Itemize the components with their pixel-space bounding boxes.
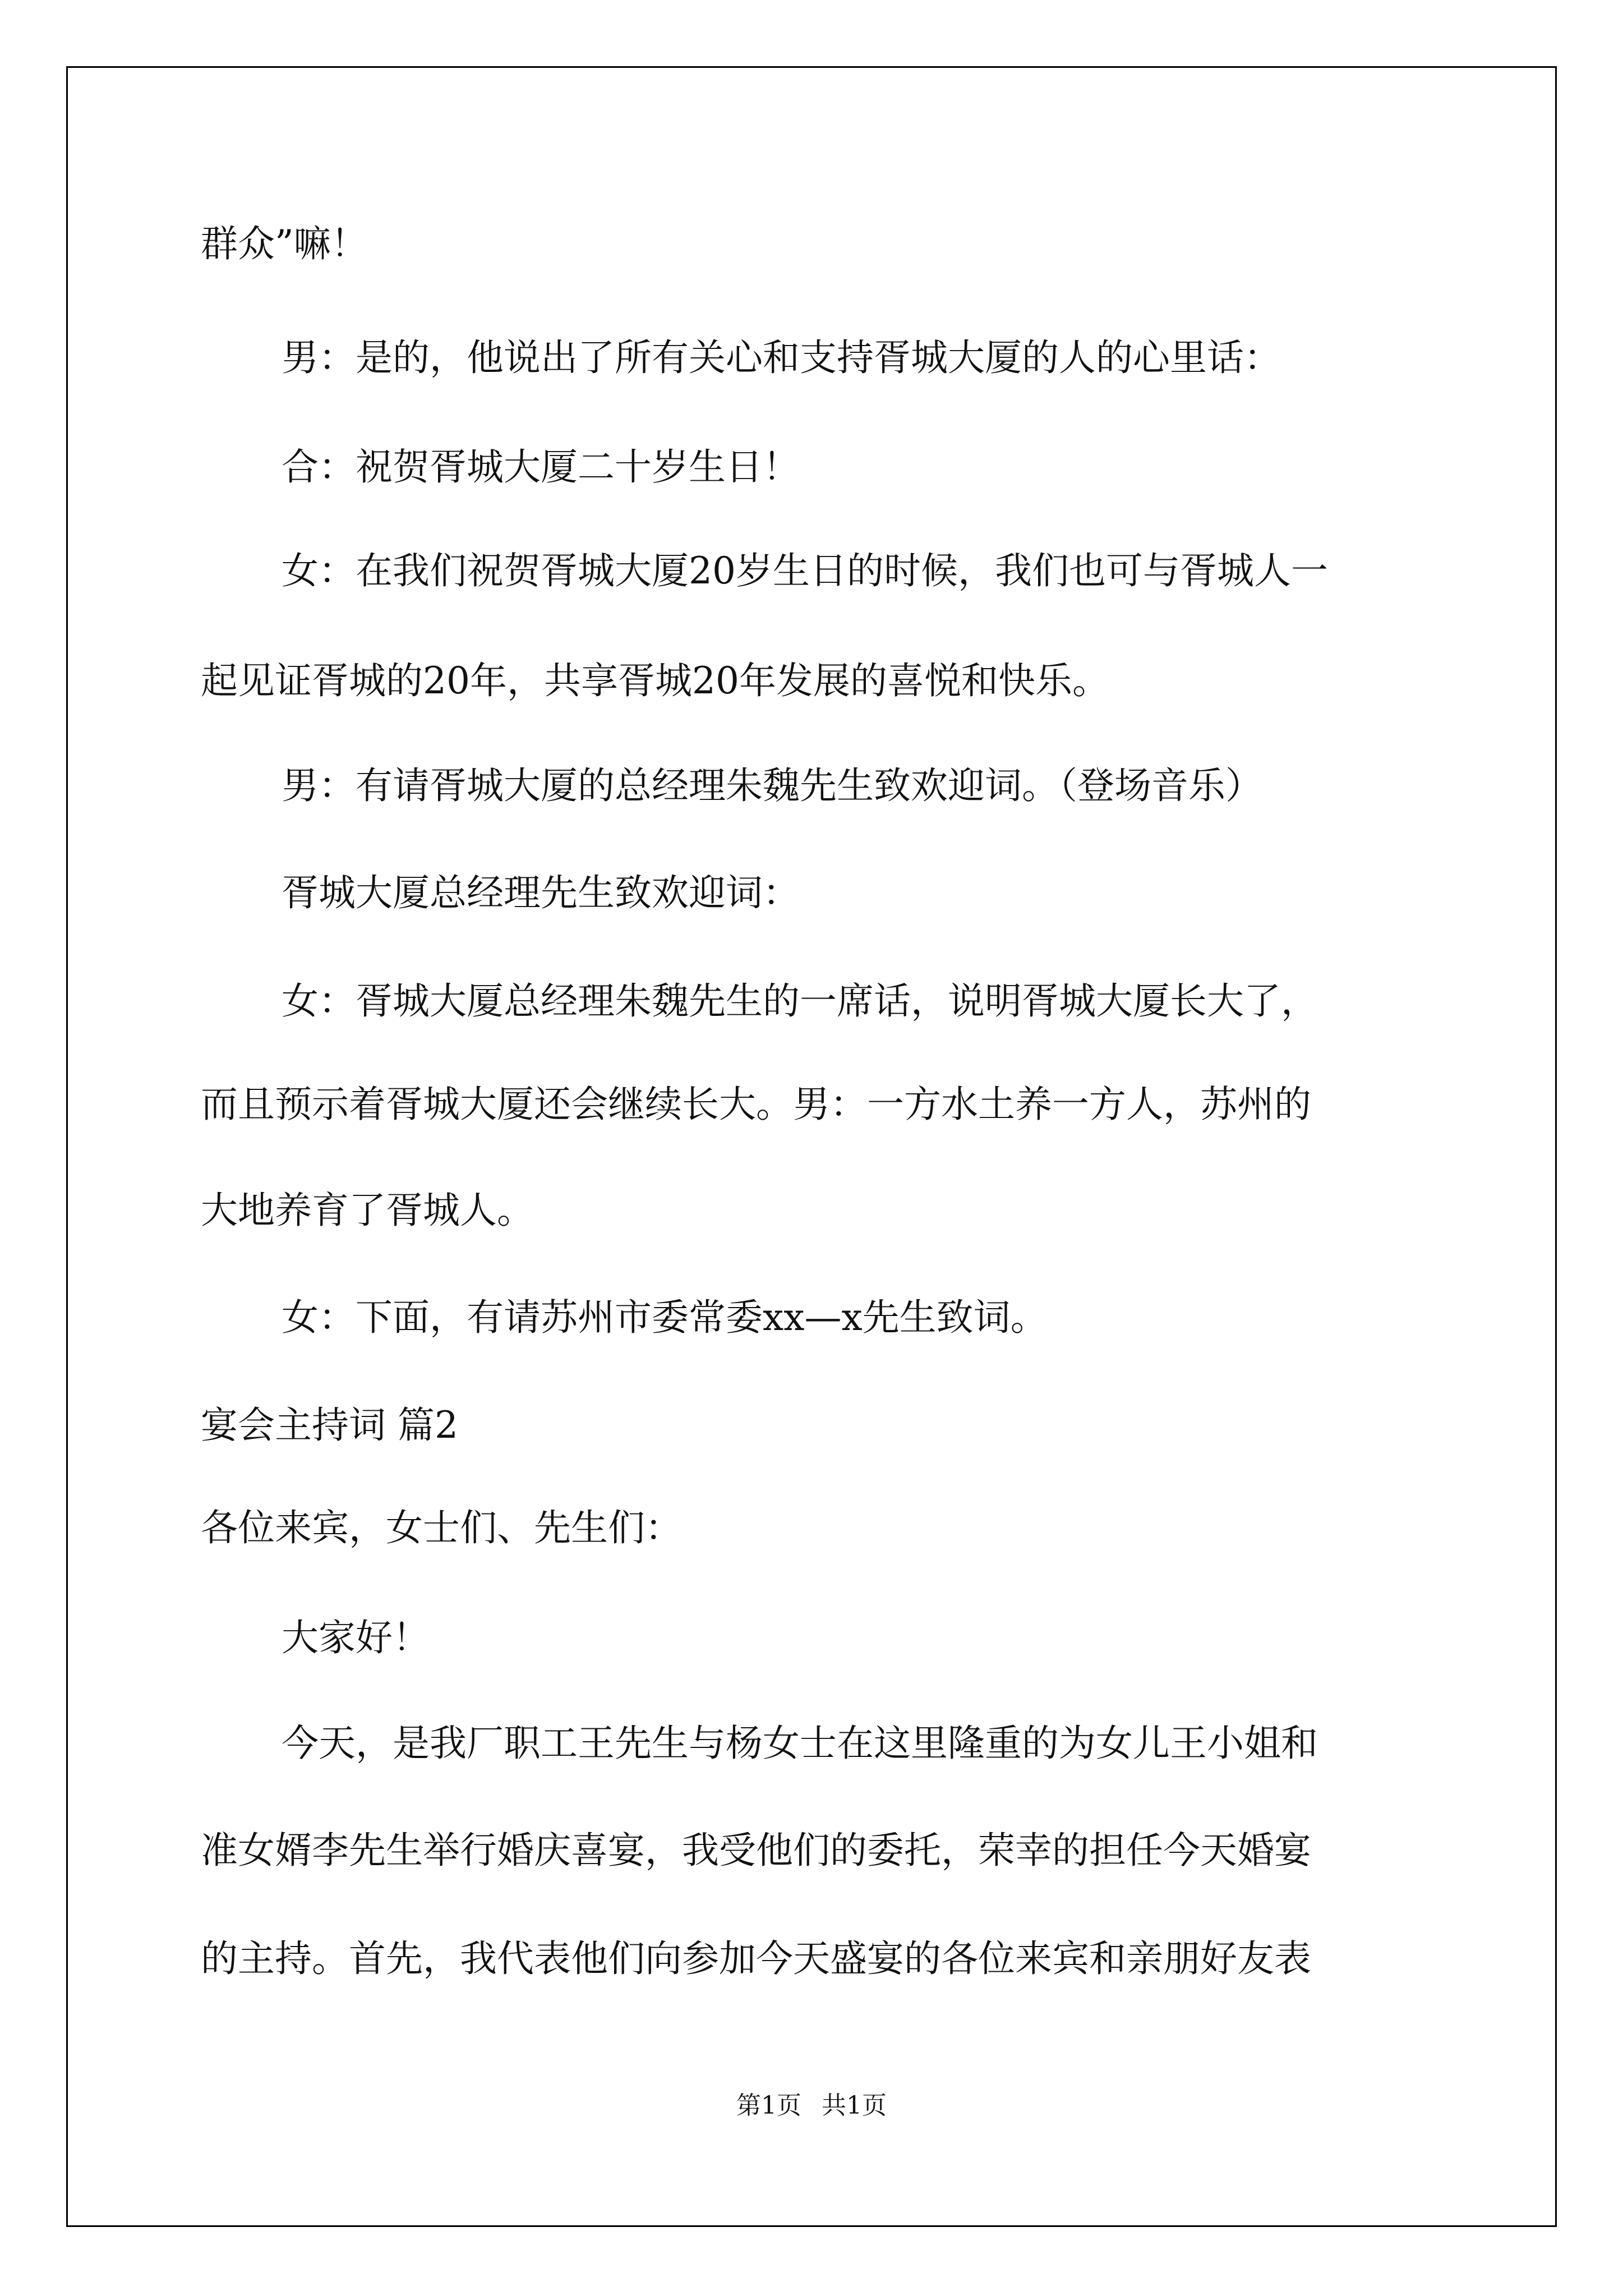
paragraph-line: 合：祝贺胥城大厦二十岁生日！ xyxy=(282,445,800,489)
paragraph-line: 而且预示着胥城大厦还会继续长大。男：一方水土养一方人，苏州的 xyxy=(201,1083,1311,1126)
paragraph-line: 今天，是我厂职工王先生与杨女士在这里隆重的为女儿王小姐和 xyxy=(282,1722,1318,1765)
paragraph-line: 女：胥城大厦总经理朱魏先生的一席话，说明胥城大厦长大了， xyxy=(282,979,1318,1023)
paragraph-line: 准女婿李先生举行婚庆喜宴，我受他们的委托，荣幸的担任今天婚宴 xyxy=(201,1829,1311,1872)
page-footer xyxy=(0,2091,1623,2120)
page-border xyxy=(66,66,1557,2227)
paragraph-line: 女：下面，有请苏州市委常委xx—x先生致词。 xyxy=(282,1296,1048,1339)
page-total: 共1页 xyxy=(822,2091,887,2120)
paragraph-line: 大家好！ xyxy=(282,1616,430,1659)
paragraph-line: 各位来宾，女士们、先生们： xyxy=(201,1506,682,1549)
section-heading: 宴会主持词 篇2 xyxy=(201,1404,458,1447)
paragraph-line: 的主持。首先，我代表他们向参加今天盛宴的各位来宾和亲朋好友表 xyxy=(201,1937,1311,1980)
paragraph-line: 群众”嘛！ xyxy=(201,222,368,265)
paragraph-line: 胥城大厦总经理先生致欢迎词： xyxy=(282,871,800,914)
page-number: 第1页 xyxy=(736,2091,801,2120)
paragraph-line: 起见证胥城的20年，共享胥城20年发展的喜悦和快乐。 xyxy=(201,659,1109,702)
paragraph-line: 男：是的，他说出了所有关心和支持胥城大厦的人的心里话： xyxy=(282,336,1281,379)
paragraph-line: 女：在我们祝贺胥城大厦20岁生日的时候，我们也可与胥城人一 xyxy=(282,549,1328,592)
paragraph-line: 男：有请胥城大厦的总经理朱魏先生致欢迎词。（登场音乐） xyxy=(282,764,1262,807)
paragraph-line: 大地养育了胥城人。 xyxy=(201,1189,534,1232)
